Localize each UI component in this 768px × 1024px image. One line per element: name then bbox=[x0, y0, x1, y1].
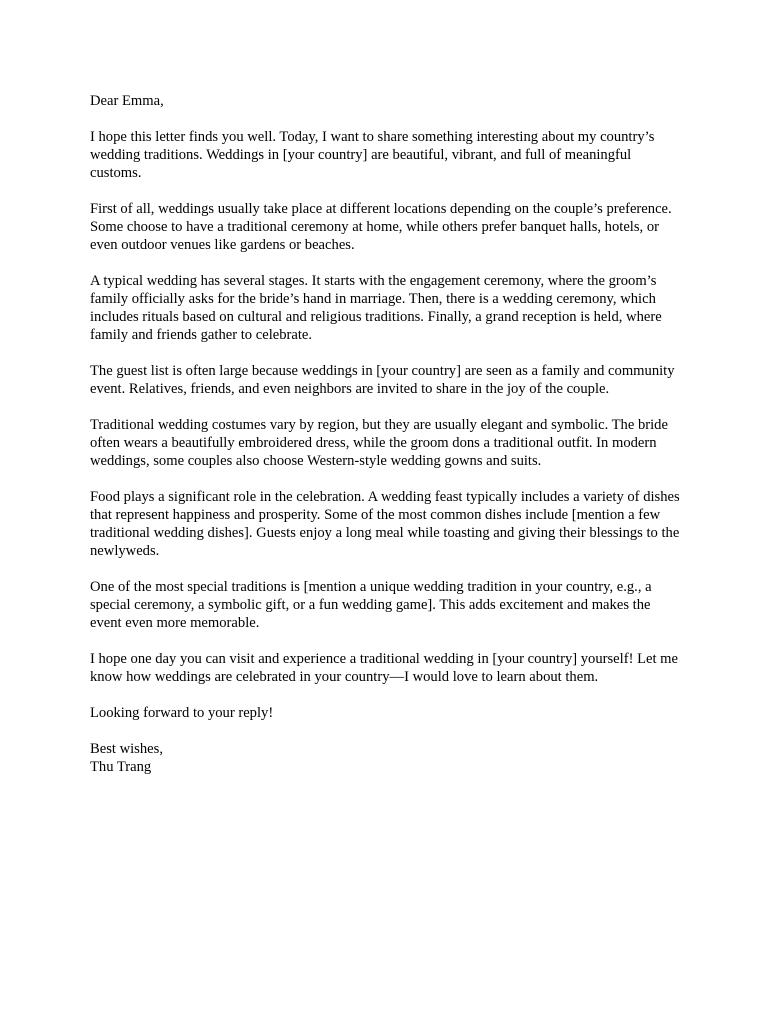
letter-paragraph-looking-forward: Looking forward to your reply! bbox=[90, 705, 274, 721]
letter-salutation: Dear Emma, bbox=[90, 93, 164, 109]
letter-paragraph-special-tradition: One of the most special traditions is [mention a unique wedding tradition in your country, e.g., a special ceremony, a symbolic gift, or a fun wedding game]. This adds excitement and makes the event even more memorable. bbox=[90, 579, 652, 631]
letter-paragraph-locations: First of all, weddings usually take place at different locations depending on the couple’s preference. Some choose to have a traditional ceremony at home, while others prefer banquet halls, hotels, or even outdoor venues like gardens or beaches. bbox=[90, 201, 672, 253]
letter-paragraph-food: Food plays a significant role in the celebration. A wedding feast typically includes a variety of dishes that represent happiness and prosperity. Some of the most common dishes include [mention a few traditional wedding dishes]. Guests enjoy a long meal while toasting and giving their blessings to the newlyweds. bbox=[90, 489, 680, 559]
letter-paragraph-stages: A typical wedding has several stages. It starts with the engagement ceremony, where the groom’s family officially asks for the bride’s hand in marriage. Then, there is a wedding ceremony, which includes rituals based on cultural and religious traditions. Finally, a grand reception is held, where family and friends gather to celebrate. bbox=[90, 273, 662, 343]
letter-paragraph-costumes: Traditional wedding costumes vary by region, but they are usually elegant and symbolic. The bride often wears a beautifully embroidered dress, while the groom dons a traditional outfit. In modern weddings, some couples also choose Western-style wedding gowns and suits. bbox=[90, 417, 668, 469]
letter-body bbox=[90, 92, 682, 776]
letter-paragraph-invitation: I hope one day you can visit and experience a traditional wedding in [your country] yourself! Let me know how weddings are celebrated in your country—I would love to learn about them. bbox=[90, 651, 679, 685]
letter-closing: Best wishes, bbox=[90, 741, 163, 757]
letter-paragraph-guests: The guest list is often large because weddings in [your country] are seen as a family and community event. Relatives, friends, and even neighbors are invited to share in the joy of the couple. bbox=[90, 363, 675, 397]
letter-closing-block bbox=[90, 740, 682, 776]
letter-signature: Thu Trang bbox=[90, 759, 152, 775]
letter-paragraph-intro: I hope this letter finds you well. Today, I want to share something interesting about my country’s wedding traditions. Weddings in [your country] are beautiful, vibrant, and full of meaningful customs. bbox=[90, 129, 655, 181]
